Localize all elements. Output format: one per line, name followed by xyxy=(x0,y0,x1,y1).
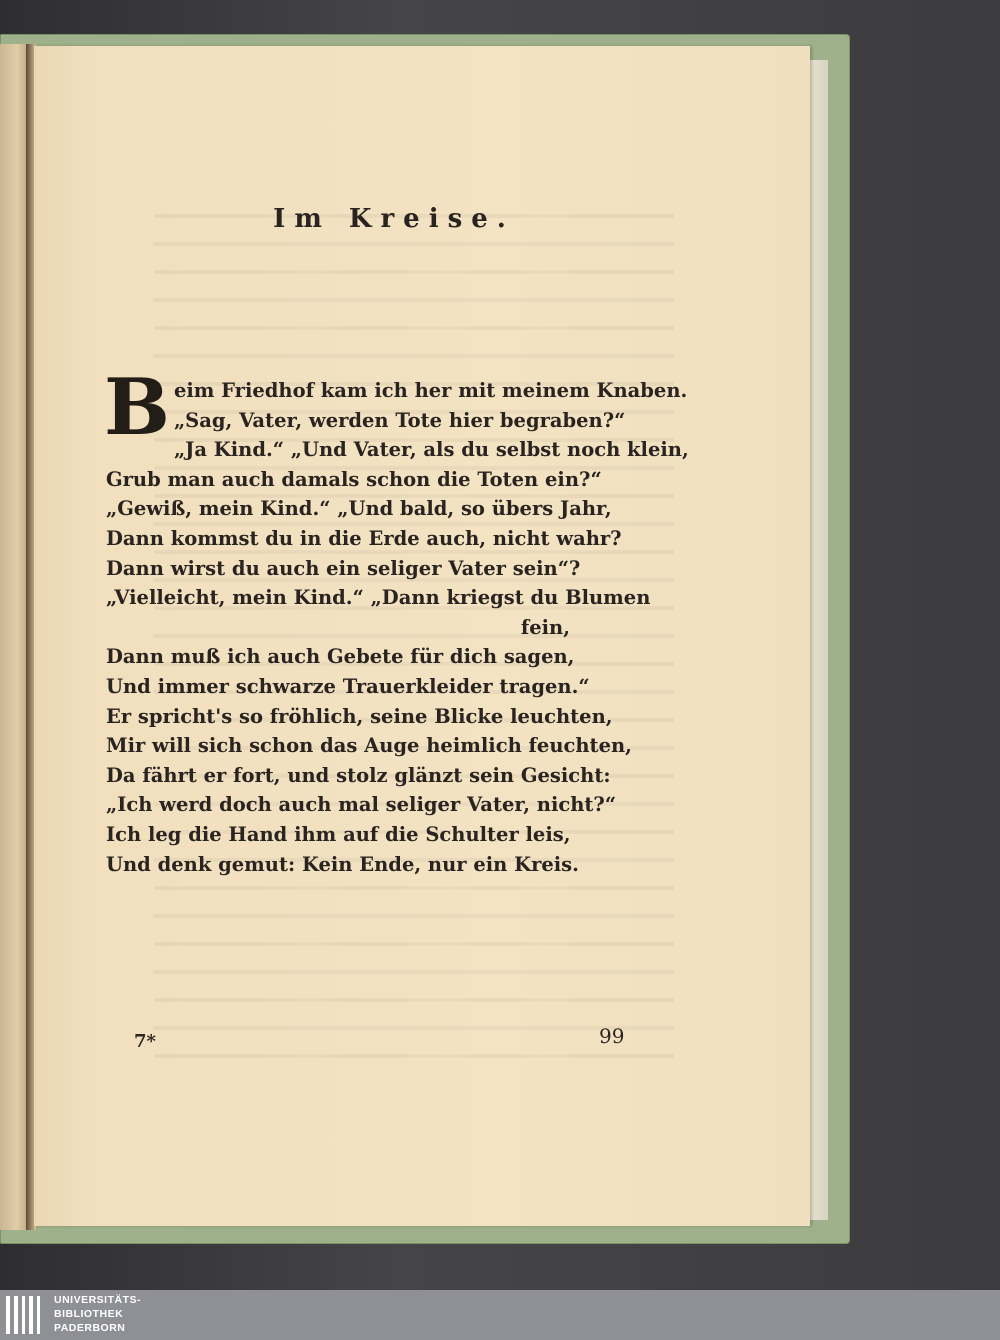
page-block-edge xyxy=(808,60,828,1220)
poem-line: Dann wirst du auch ein seliger Vater sein“? xyxy=(106,556,581,580)
poem-line: „Gewiß, mein Kind.“ „Und bald, so übers Jahr, xyxy=(106,497,612,521)
poem-line: Mir will sich schon das Auge heimlich feuchten, xyxy=(106,734,632,758)
poem-line: Dann muß ich auch Gebete für dich sagen, xyxy=(106,645,575,669)
signature-mark: 7* xyxy=(134,1031,156,1052)
poem-line: Er spricht's so fröhlich, seine Blicke leuchten, xyxy=(106,704,613,728)
poem-line: „Sag, Vater, werden Tote hier begraben?“ xyxy=(173,408,626,432)
logo-line: BIBLIOTHEK xyxy=(54,1308,124,1320)
left-page-edge xyxy=(0,44,28,1230)
poem-title: Im Kreise. xyxy=(273,204,515,234)
poem-line: eim Friedhof kam ich her mit meinem Knaben. xyxy=(173,379,688,402)
drop-cap: B xyxy=(104,362,170,453)
logo-line: UNIVERSITÄTS- xyxy=(54,1294,142,1306)
poem-line: Da fährt er fort, und stolz glänzt sein Gesicht: xyxy=(106,763,611,787)
poem-line: fein, xyxy=(520,615,570,639)
poem-line: „Ja Kind.“ „Und Vater, als du selbst noch klein, xyxy=(173,438,689,462)
poem-line: Und immer schwarze Trauerkleider tragen.“ xyxy=(106,674,590,698)
poem-line: Dann kommst du in die Erde auch, nicht wahr? xyxy=(106,526,622,550)
page-number: 99 xyxy=(599,1024,625,1048)
poem-line: „Vielleicht, mein Kind.“ „Dann kriegst du Blumen xyxy=(106,586,651,610)
poem-line: „Ich werd doch auch mal seliger Vater, nicht?“ xyxy=(106,793,617,817)
logo-line: PADERBORN xyxy=(54,1322,126,1334)
library-logo-text xyxy=(54,1293,141,1335)
library-logo-icon xyxy=(6,1294,46,1336)
poem-line: Grub man auch damals schon die Toten ein?“ xyxy=(106,467,602,491)
library-footer xyxy=(0,1290,1000,1340)
poem-line: Und denk gemut: Kein Ende, nur ein Kreis. xyxy=(106,852,579,876)
book-page xyxy=(34,46,810,1226)
poem-line: Ich leg die Hand ihm auf die Schulter leis, xyxy=(106,822,571,846)
poem-body xyxy=(104,362,689,879)
